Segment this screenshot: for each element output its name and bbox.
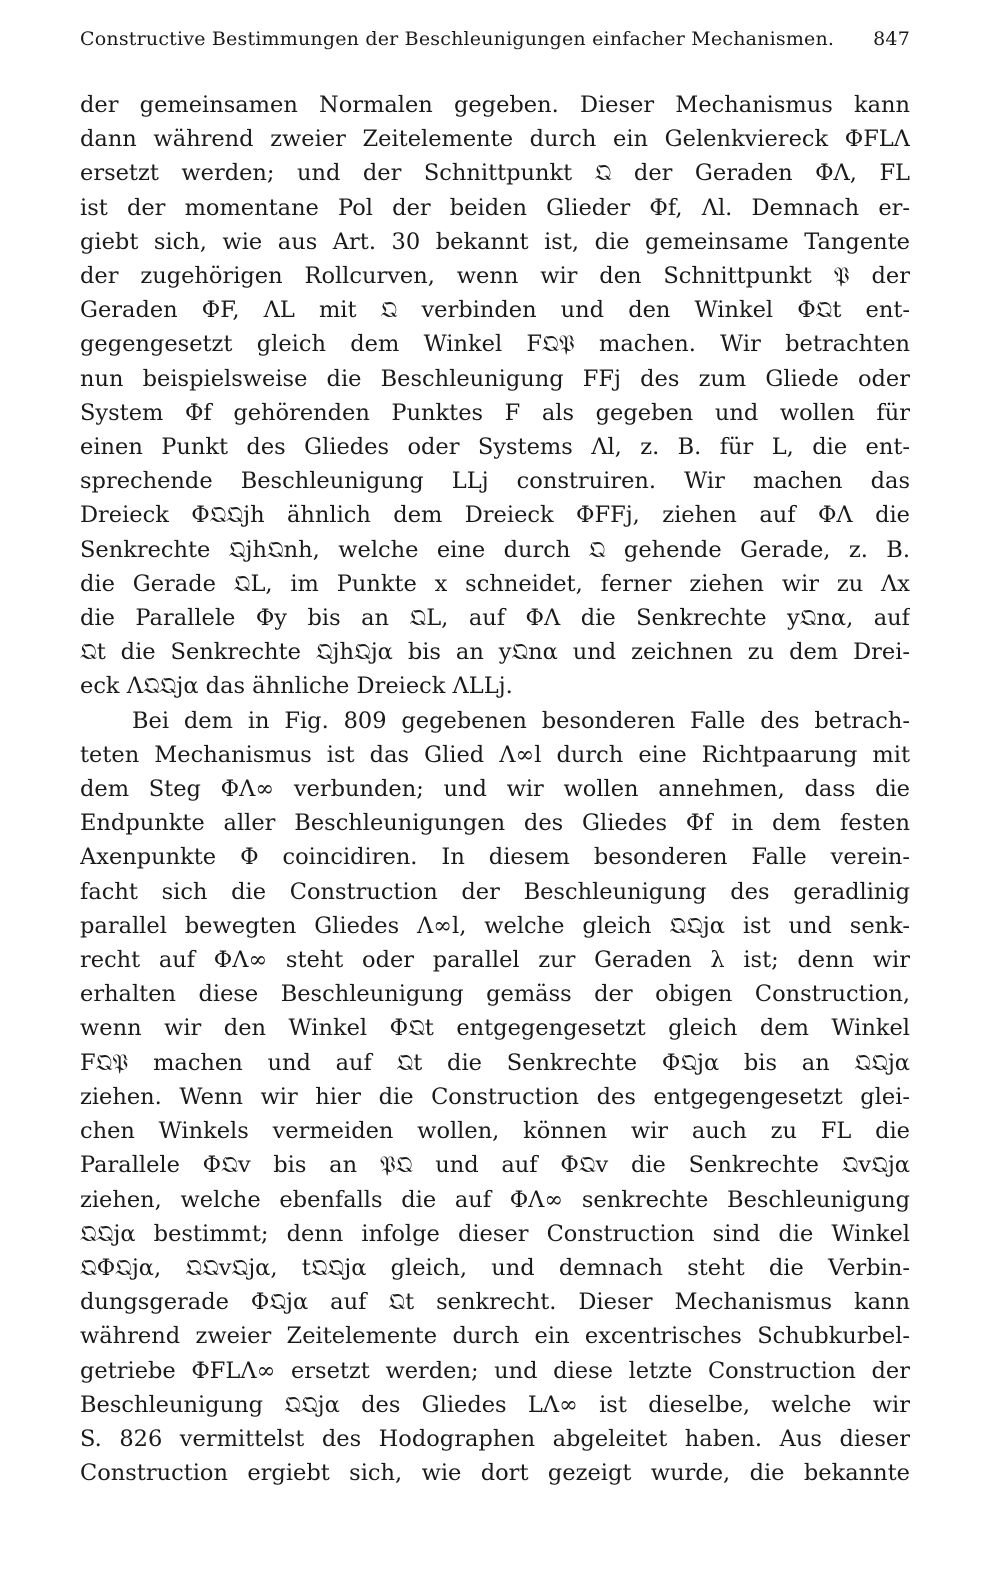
text-line: ziehen, welche ebenfalls die auf ΦΛ∞ senkrechte Beschleunigung (80, 1186, 910, 1213)
body-text (80, 88, 910, 1490)
text-line: facht sich die Construction der Beschleunigung des geradlinig (80, 878, 910, 905)
text-line: S. 826 vermittelst des Hodographen abgeleitet haben. Aus dieser (80, 1425, 910, 1452)
text-line: ersetzt werden; und der Schnittpunkt 𝔔 der Geraden ΦΛ, FL (80, 160, 910, 187)
text-line: Construction ergiebt sich, wie dort gezeigt wurde, die bekannte (80, 1460, 910, 1487)
text-line: ziehen. Wenn wir hier die Construction des entgegengesetzt glei- (80, 1083, 910, 1110)
text-line: Axenpunkte Φ coincidiren. In diesem besonderen Falle verein- (80, 844, 910, 871)
text-line: F𝔔𝔓 machen und auf 𝔔t die Senkrechte Φ𝔔jα bis an 𝔔𝔔jα (80, 1049, 910, 1076)
text-line: sprechende Beschleunigung LLj construiren. Wir machen das (80, 468, 910, 495)
text-line: während zweier Zeitelemente durch ein excentrisches Schubkurbel- (80, 1323, 910, 1350)
text-line: der zugehörigen Rollcurven, wenn wir den Schnittpunkt 𝔓 der (80, 263, 910, 290)
page-number: 847 (873, 28, 910, 50)
text-line: recht auf ΦΛ∞ steht oder parallel zur Geraden λ ist; denn wir (80, 947, 910, 974)
text-line: die Parallele Φy bis an 𝔔L, auf ΦΛ die Senkrechte y𝔔nα, auf (80, 605, 910, 632)
text-line: dungsgerade Φ𝔔jα auf 𝔔t senkrecht. Dieser Mechanismus kann (80, 1289, 910, 1316)
text-line: giebt sich, wie aus Art. 30 bekannt ist, die gemeinsame Tangente (80, 228, 910, 255)
text-line: getriebe ΦFLΛ∞ ersetzt werden; und diese letzte Construction der (80, 1357, 910, 1384)
text-line: teten Mechanismus ist das Glied Λ∞l durch eine Richtpaarung mit (80, 741, 910, 768)
text-line: Parallele Φ𝔔v bis an 𝔓𝔔 und auf Φ𝔔v die Senkrechte 𝔔v𝔔jα (80, 1152, 910, 1179)
text-line: 𝔔Φ𝔔jα, 𝔔𝔔v𝔔jα, t𝔔𝔔jα gleich, und demnach steht die Verbin- (80, 1254, 910, 1281)
text-line: eck Λ𝔔𝔔jα das ähnliche Dreieck ΛLLj. (80, 673, 513, 700)
text-line: nun beispielsweise die Beschleunigung FFj des zum Gliede oder (80, 365, 910, 392)
text-line: parallel bewegten Gliedes Λ∞l, welche gleich 𝔔𝔔jα ist und senk- (80, 912, 910, 939)
text-line: dann während zweier Zeitelemente durch ein Gelenkviereck ΦFLΛ (80, 126, 910, 153)
text-line: die Gerade 𝔔L, im Punkte x schneidet, ferner ziehen wir zu Λx (80, 570, 910, 597)
text-line: gegengesetzt gleich dem Winkel F𝔔𝔓 machen. Wir betrachten (80, 331, 910, 358)
text-line: dem Steg ΦΛ∞ verbunden; und wir wollen annehmen, dass die (80, 776, 910, 803)
text-line: Senkrechte 𝔔jh𝔔nh, welche eine durch 𝔔 gehende Gerade, z. B. (80, 536, 910, 563)
text-line: der gemeinsamen Normalen gegeben. Dieser Mechanismus kann (80, 92, 910, 118)
running-title: Constructive Bestimmungen der Beschleunigungen einfacher Mechanismen. (80, 28, 835, 50)
text-line: Beschleunigung 𝔔𝔔jα des Gliedes LΛ∞ ist dieselbe, welche wir (80, 1391, 910, 1418)
text-line: System Φf gehörenden Punktes F als gegeben und wollen für (80, 399, 910, 426)
text-line: 𝔔𝔔jα bestimmt; denn infolge dieser Construction sind die Winkel (80, 1220, 910, 1247)
text-line: chen Winkels vermeiden wollen, können wir auch zu FL die (80, 1118, 910, 1145)
text-line: Bei dem in Fig. 809 gegebenen besonderen Falle des betrach- (132, 707, 910, 734)
text-line: einen Punkt des Gliedes oder Systems Λl, z. B. für L, die ent- (80, 434, 910, 461)
text-line: erhalten diese Beschleunigung gemäss der obigen Construction, (80, 981, 910, 1008)
running-header (80, 28, 910, 50)
text-line: wenn wir den Winkel Φ𝔔t entgegengesetzt gleich dem Winkel (80, 1015, 910, 1042)
text-line: 𝔔t die Senkrechte 𝔔jh𝔔jα bis an y𝔔nα und zeichnen zu dem Drei- (80, 639, 910, 666)
text-line: Dreieck Φ𝔔𝔔jh ähnlich dem Dreieck ΦFFj, ziehen auf ΦΛ die (80, 502, 910, 529)
text-line: Endpunkte aller Beschleunigungen des Gliedes Φf in dem festen (80, 810, 910, 837)
text-line: Geraden ΦF, ΛL mit 𝔔 verbinden und den Winkel Φ𝔔t ent- (80, 297, 910, 324)
text-line: ist der momentane Pol der beiden Glieder Φf, Λl. Demnach er- (80, 194, 910, 221)
